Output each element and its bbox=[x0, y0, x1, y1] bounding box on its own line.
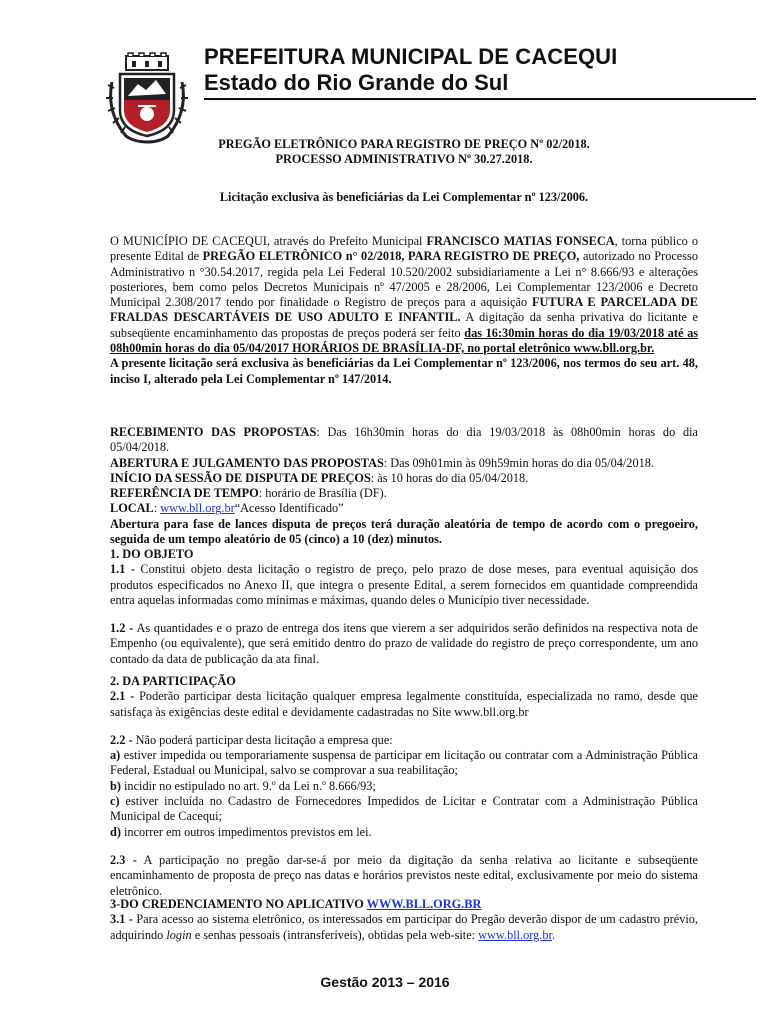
item-2-3-text: A participação no pregão dar-se-á por meio da digitação da senha relativa ao licitante e subseqüente encaminhamento de proposta de preço nas datas e horários previstos neste edital, exclusivamente por meio do sistema eletrônico. bbox=[110, 852, 698, 898]
prefeitura-title: PREFEITURA MUNICIPAL DE CACEQUI bbox=[204, 44, 618, 69]
exclusive-note bbox=[110, 190, 698, 205]
item-1-2 bbox=[110, 621, 698, 667]
lances-paragraph: Abertura para fase de lances disputa de preços terá duração aleatória de tempo de acordo com o pregoeiro, seguida de um tempo aleatório de 05 (cinco) a 10 (dez) minutos. bbox=[110, 516, 698, 547]
item-2-2 bbox=[110, 733, 698, 748]
bll-website-link[interactable]: www.bll.org.br bbox=[478, 927, 552, 942]
item-3-1-number: 3.1 - bbox=[110, 912, 133, 927]
item-d-letter: d) bbox=[110, 824, 121, 839]
letterhead bbox=[110, 44, 760, 134]
item-3-1-text-a: Para acesso ao sistema eletrônico, os interessados em participar do Pregão deverão dispor de um cadastro prévio, adquirindo bbox=[110, 912, 698, 942]
section-2 bbox=[110, 674, 698, 899]
item-2-1 bbox=[110, 689, 698, 720]
inicio-line bbox=[110, 471, 698, 486]
item-1-2-number: 1.2 - bbox=[110, 621, 134, 636]
object-name: FUTURA E PARCELADA DE FRALDAS DESCARTÁVEIS DE USO ADULTO E INFANTIL. bbox=[110, 295, 699, 325]
recebimento-text: : Das 16h30min horas do dia 19/03/2018 às 08h00min horas do dia 05/04/2018. bbox=[110, 425, 698, 455]
mayor-name: FRANCISCO MATIAS FONSECA bbox=[426, 234, 615, 248]
section-2-heading: 2. DA PARTICIPAÇÃO bbox=[110, 674, 236, 688]
item-3-1-text-b: e senhas pessoais (intransferíveis), obtidas pela web-site: bbox=[191, 927, 479, 942]
intro-text-b: , torna público o presente Edital de bbox=[110, 234, 698, 264]
item-2-2-number: 2.2 - bbox=[110, 732, 133, 747]
bll-link[interactable]: www.bll.org.br bbox=[160, 501, 235, 516]
item-2-3-number: 2.3 - bbox=[110, 852, 137, 867]
item-a-text: estiver impedida ou temporariamente suspensa de participar em licitação ou contratar com a Administração Pública Federal, Estadual ou Municipal, salvo se comprovar a sua reabilitação; bbox=[110, 748, 698, 778]
inicio-label: INÍCIO DA SESSÃO DE DISPUTA DE PREÇOS bbox=[110, 470, 371, 485]
intro-text-c: autorizado no Processo Administrativo n °30.54.2017, regida pela Lei Federal 10.520/2002 subsidiariamente a Lei n° 8.666/93 e alterações posteriores, bem como pelos Decretos Municipais nº 47/2005 e 28/2006, Lei Complementar 123/2006 e Decreto Municipal 2.308/2017 tendo por finalidade o Registro de preços para a aquisição bbox=[110, 249, 698, 310]
intro-paragraph bbox=[110, 234, 698, 356]
item-1-2-text: As quantidades e o prazo de entrega dos itens que vierem a ser adquiridos serão definidos na respectiva nota de Empenho (ou equivalente), que será emitido dentro do prazo de validade do registro de preço correspondente, um ano contado da data de publicação da ata final. bbox=[110, 621, 698, 666]
referencia-text: : horário de Brasília (DF). bbox=[258, 486, 387, 501]
item-b-text: incidir no estipulado no art. 9.º da Lei n.º 8.666/93; bbox=[120, 778, 376, 793]
item-1-1 bbox=[110, 562, 698, 608]
abertura-label: ABERTURA E JULGAMENTO DAS PROPOSTAS bbox=[110, 455, 384, 470]
inicio-text: : às 10 horas do dia 05/04/2018. bbox=[370, 470, 529, 485]
intro-text-a: O MUNICÍPIO DE CACEQUI, através do Prefeito Municipal bbox=[110, 234, 427, 248]
section-1 bbox=[110, 547, 698, 667]
local-line bbox=[110, 501, 698, 516]
item-2-2-a bbox=[110, 748, 698, 779]
referencia-line bbox=[110, 486, 698, 501]
item-2-2-text: Não poderá participar desta licitação a empresa que: bbox=[132, 732, 393, 747]
processo-title: PROCESSO ADMINISTRATIVO Nº 30.27.2018. bbox=[275, 152, 533, 167]
footer-gestao: Gestão 2013 – 2016 bbox=[320, 974, 450, 990]
item-c-letter: c) bbox=[110, 794, 120, 809]
abertura-line bbox=[110, 456, 698, 471]
section-3-heading-text: 3-DO CREDENCIAMENTO NO APLICATIVO bbox=[110, 897, 367, 911]
section-1-heading: 1. DO OBJETO bbox=[110, 547, 194, 561]
item-2-1-number: 2.1 - bbox=[110, 689, 135, 704]
item-2-1-text: Poderão participar desta licitação qualquer empresa legalmente constituída, especializada no ramo, desde que satisfaça às exigências deste edital e devidamente cadastradas no Site www.bll.org.br bbox=[110, 689, 698, 719]
abertura-text: : Das 09h01min às 09h59min horas do dia 05/04/2018. bbox=[383, 455, 654, 470]
local-separator: : bbox=[153, 501, 161, 516]
intro-text-d: A digitação da senha privativa do licitante e subseqüente encaminhamento das propostas de preços poderá ser feito bbox=[110, 310, 698, 340]
item-2-2-d bbox=[110, 825, 698, 840]
exclusive-paragraph: A presente licitação será exclusiva às beneficiárias da Lei Complementar nº 123/2006, nos termos do seu art. 48, inciso I, alterado pela Lei Complementar nº 147/2014. bbox=[110, 356, 698, 386]
item-1-1-text: Constitui objeto desta licitação o registro de preço, pelo prazo de dose meses, para eventual aquisição dos produtos especificados no Anexo II, que integra o presente Edital, a serem fornecidos em quantidade compreendida entra aquelas informadas como mínimas e máximas, quando deles o Município tiver necessidade. bbox=[110, 562, 699, 607]
login-term: login bbox=[166, 927, 192, 942]
estado-subtitle: Estado do Rio Grande do Sul bbox=[204, 70, 756, 100]
item-b-letter: b) bbox=[110, 778, 121, 793]
exclusive-text: Licitação exclusiva às beneficiárias da Lei Complementar nº 123/2006. bbox=[219, 190, 589, 204]
schedule-section bbox=[110, 425, 698, 547]
item-2-2-c bbox=[110, 794, 698, 825]
local-text: “Acesso Identificado” bbox=[234, 501, 344, 516]
item-2-3 bbox=[110, 853, 698, 899]
bll-heading-link[interactable]: WWW.BLL.ORG.BR bbox=[366, 897, 482, 911]
pregao-title: PREGÃO ELETRÔNICO PARA REGISTRO DE PREÇO Nº 02/2018. bbox=[218, 137, 590, 151]
item-3-1 bbox=[110, 912, 698, 943]
recebimento-line bbox=[110, 425, 698, 456]
item-a-letter: a) bbox=[110, 748, 121, 763]
intro-section bbox=[110, 234, 698, 387]
item-d-text: incorrer em outros impedimentos previstos em lei. bbox=[120, 824, 372, 839]
edital-name: PREGÃO ELETRÔNICO n° 02/2018, PARA REGISTRO DE PREÇO, bbox=[202, 249, 580, 264]
recebimento-label: RECEBIMENTO DAS PROPOSTAS bbox=[110, 425, 317, 439]
item-3-1-end: . bbox=[551, 927, 556, 942]
section-3-heading bbox=[110, 897, 698, 912]
municipal-coat-of-arms-icon bbox=[104, 52, 190, 144]
doc-title-block bbox=[110, 137, 698, 168]
section-3 bbox=[110, 897, 698, 943]
item-c-text: estiver incluída no Cadastro de Fornecedores Impedidos de Licitar e Contratar com a Administração Pública Municipal de Cacequi; bbox=[110, 794, 698, 824]
item-1-1-number: 1.1 - bbox=[110, 562, 135, 577]
local-label: LOCAL bbox=[110, 501, 154, 516]
referencia-label: REFERÊNCIA DE TEMPO bbox=[110, 486, 259, 501]
proposal-dates: das 16:30min horas do dia 19/03/2018 até as 08h00min horas do dia 05/04/2017 HORÁRIOS DE BRASÍLIA-DF, no portal eletrônico www.bll.org.br. bbox=[110, 325, 699, 356]
item-2-2-b bbox=[110, 779, 698, 794]
